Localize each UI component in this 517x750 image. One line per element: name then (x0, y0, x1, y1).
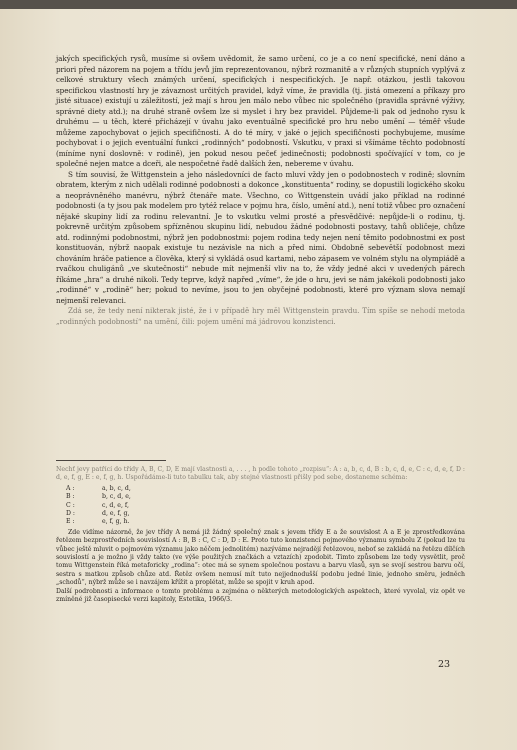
schema-row (66, 510, 465, 518)
footnote-intro: Nechť jevy patřící do třídy A, B, C, D, E mají vlastnosti a, . . . , h podle tohoto „rozpisu“: A : a, b, c, d, B : b, c, d, e, C : c, d, e, f, D : d, e, f, g, E : e, f, g, h. Uspořádáme-li tuto tabulku tak, aby stejné vlastnosti přišly pod sebe, dostaneme schéma: (56, 466, 465, 482)
main-text (56, 54, 465, 327)
schema-row (66, 485, 465, 493)
schema-value: c, d, e, f, (102, 501, 129, 509)
schema-row (66, 518, 465, 526)
page-number: 23 (438, 659, 451, 670)
schema-value: e, f, g, h. (102, 518, 130, 526)
schema-key: D : (66, 510, 76, 518)
schema-value: d, e, f, g, (102, 510, 130, 518)
schema-row (66, 493, 465, 501)
footnote-divider (56, 460, 166, 461)
paragraph-1: jakých specifických rysů, musíme si ovšem uvědomit, že samo určení, co je a co není specifické, není dáno a priori před názorem na pojem a třídu jevů jím reprezentovanou, nýbrž rozmanitě a v různých stupních vyplývá z celkové struktury všech známých určení, specifických i nespecifických. Je např. otázkou, jestli takovou specifickou vlastností hry je závaznost určitých pravidel, když víme, že pravidla (tj. jistá omezení a příkazy pro jisté situace) existují u záležitostí, jež mají s hrou jen málo nebo vůbec nic společného (pravidla správné výživy, správné diety atd.); na druhé straně ovšem lze si myslet i hry bez pravidel. Půjdeme-li pak od jednoho rysu k druhému — u těch, které přicházejí v úvahu jako eventuálně specifické pro hru nebo umění — téměř všude můžeme zapochybovat o jejich specifičnosti. A do té míry, v jaké o jejich specifičnosti pochybujeme, musíme pochybovat i o jejich eventuální funkci „rodinných“ podobností. Vskutku, v praxi si všímáme těchto podobností (míníme nyní doslovně: v rodině), jen pokud nesou pečeť jedinečnosti; podobnosti spočívající v tom, co je společné nejen matce a dceři, ale nespočetné řadě dalších žen, nebereme v úvahu. (56, 54, 465, 168)
schema-row (66, 502, 465, 510)
paragraph-2: S tím souvisí, že Wittgenstein a jeho následovníci de facto mluví vždy jen o podobnostech v rodině; slovním obratem, kterým z nich udělali rodinné podobnosti a dokonce „konstituenta“ rodiny, se dopustili logického skoku a neoprávněného manévru, nýbrž čtenáře mate. Všechno, co Wittgenstein uvádí jako příklad na rodinné podobnosti (a ty jsou pak modelem pro tytéž relace v pojmu hra, číslo, umění atd.), není totiž vůbec pro označení nějaké skupiny lidí za rodinu relevantní. Je to vskutku velmi prosté a přesvědčivé: nepůjde-li o rodinu, tj. pokrevně určitým způsobem spřízněnou skupinu lidí, nebudou žádné podobnosti postavy, tahů obličeje, chůze atd. rodinnými podobnostmi, nýbrž jen podobnostmi: pojem rodina tedy nejen není těmito podobnostmi ex post konstituován, nýbrž naopak existuje tu nezávisle na nich a před nimi. Obdobně sebevětší podobnost mezi chováním hráče patience a člověka, který si vykládá osud kartami, nebo zápasem ve volném stylu na olympiádě a rvačkou chuligánů „ve skutečnosti“ nebude mít nejmenší vliv na to, že vždy jedné akci v uvedených párech říkáme „hra“ a druhé nikoli. Tedy teprve, když napřed „víme“, že jde o hru, jevi se nám jakékoli podobnosti jako „rodinné“ v „rodině“ her; pokud to nevíme, jsou to jen obyčejné podobnosti, které pro význam slova nemají nejmenší relevanci. (56, 169, 465, 305)
footnote (56, 466, 465, 605)
footnote-paragraph-1: Zde vidíme názorně, že jev třídy A nemá již žádný společný znak s jevem třídy E a že souvislost A a E je zprostředkována řetězem bezprostředních souvislostí A : B, B : C, C : D, D : E. Proto tuto konzistenci pojmového významu symbolu Z (pokud lze tu vůbec ještě mluvit o pojmovém významu jako něčem jednolitém) nazýváme nejradějí řetězovou, neboť se zakládá na řetězu dílčích souvislostí a je možno ji vždy takto (ve výše použitých značkách a vztazích) zpodobit. Timto způsobem lze tedy vysvětlit, proč tomu Wittgenstein říká metaforicky „rodina“: otec má se synem společnou postavu a barvu vlasů, syn se svojí sestrou barvu očí, sestra s matkou způsob chůze atd. Řetěz ovšem nemusí mít tuto nejjednodušší podobu jedné linie, jednoho směru, jedněch „schodů“, nýbrž může se i navzájem křížit a proplétat, může se spojit v kruh apod. (56, 528, 465, 587)
schema-key: A : (66, 484, 75, 492)
footnote-schema (66, 485, 465, 527)
paragraph-3: Zdá se, že tedy není nikterak jisté, že i v případě hry měl Wittgenstein pravdu. Tím spíše se nehodí metoda „rodinných podobností“ na umění, čili: pojem umění má jádrovou konzistenci. (56, 306, 465, 326)
scan-top-edge (0, 0, 517, 9)
footnote-paragraph-2: Další podrobnosti a informace o tomto problému a zejména o některých metodologických aspektech, které vyvolal, viz opět ve zmíněné již časopisecké verzi kapitoly, Estetika, 1966/3. (56, 587, 465, 604)
schema-key: E : (66, 518, 75, 526)
schema-value: a, b, c, d, (102, 484, 131, 492)
schema-value: b, c, d, e, (102, 493, 131, 501)
schema-key: B : (66, 493, 75, 501)
schema-key: C : (66, 501, 75, 509)
